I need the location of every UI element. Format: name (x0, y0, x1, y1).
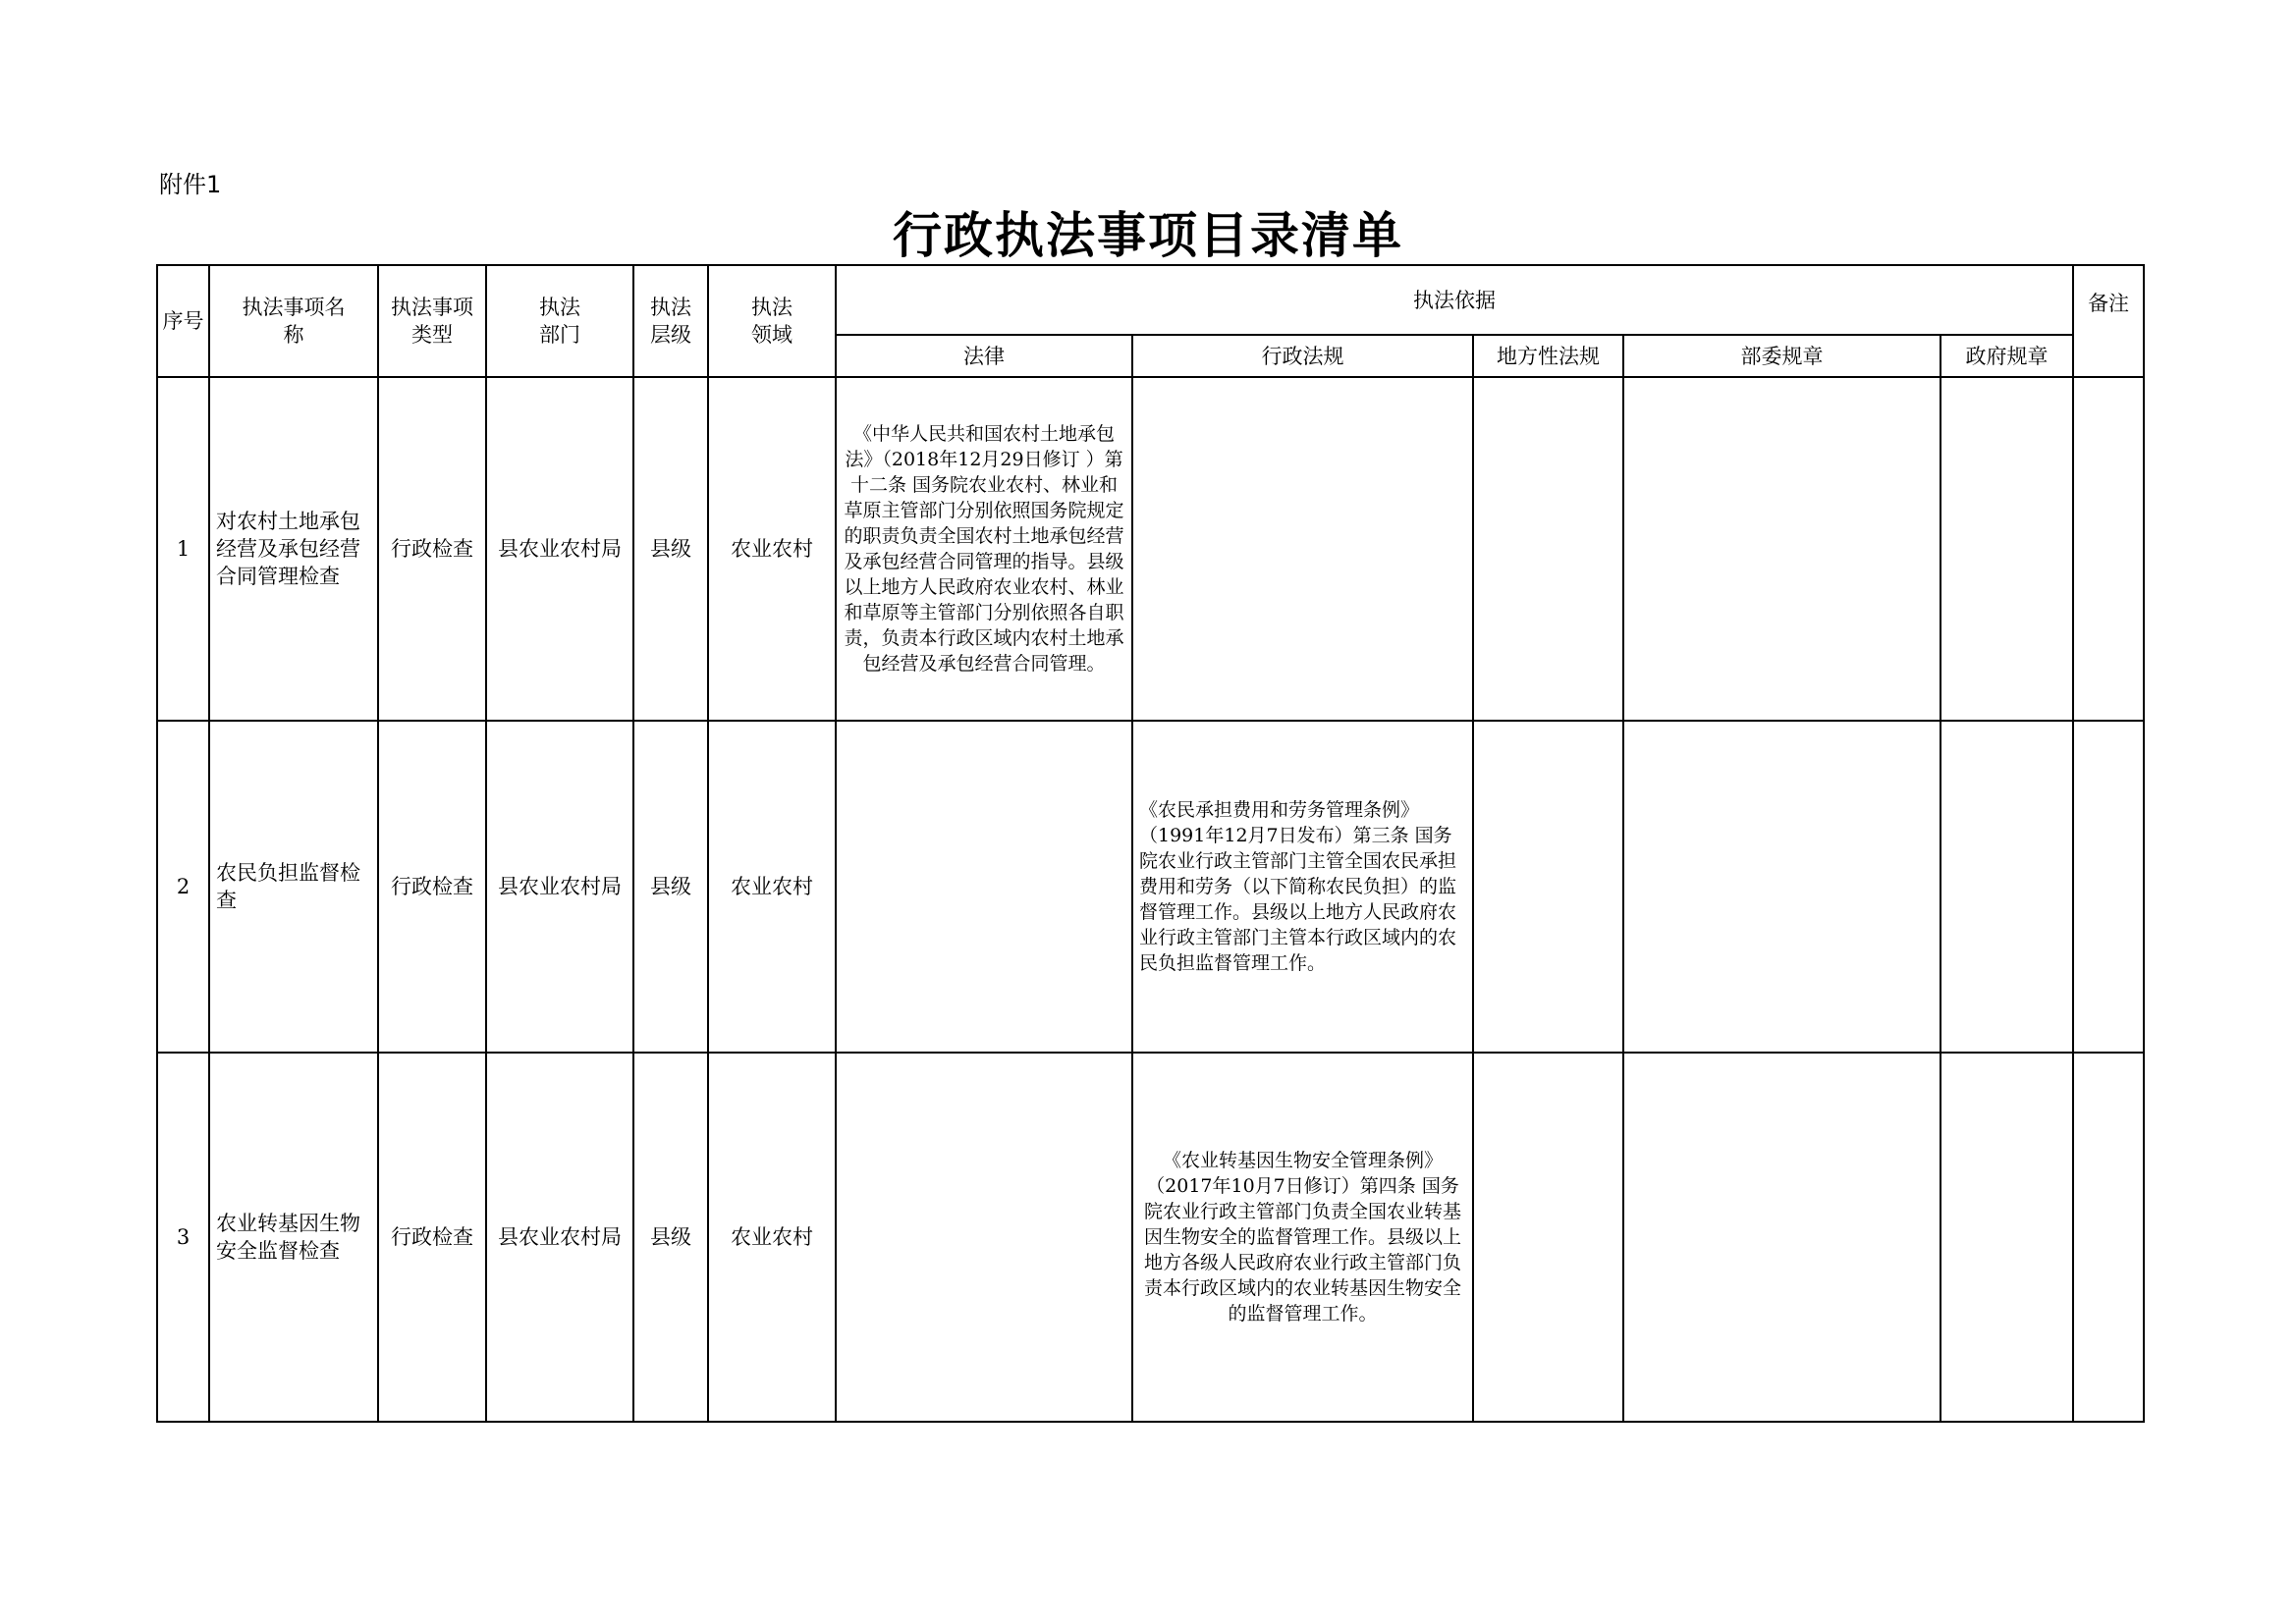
row-type: 行政检查 (378, 377, 486, 721)
table-row (157, 1053, 2144, 1422)
row-ministry-rule (1623, 721, 1941, 1053)
row-admin-regulation: 《农业转基因生物安全管理条例》（2017年10月7日修订）第四条 国务院农业行政主管部门负责全国农业转基因生物安全的监督管理工作。县级以上地方各级人民政府农业行政主管部门负责本行政区域内的农业转基因生物安全的监督管理工作。 (1132, 1053, 1473, 1422)
header-basis: 执法依据 (836, 265, 2073, 335)
header-ministry-rule: 部委规章 (1623, 335, 1941, 377)
row-law: 《中华人民共和国农村土地承包法》（2018年12月29日修订 ）第十二条 国务院农业农村、林业和草原主管部门分别依照国务院规定的职责负责全国农村土地承包经营及承包经营合同管理的指导。县级以上地方人民政府农业农村、林业和草原等主管部门分别依照各自职责，负责本行政区域内农村土地承包经营及承包经营合同管理。 (836, 377, 1132, 721)
row-dept: 县农业农村局 (486, 721, 633, 1053)
row-dept: 县农业农村局 (486, 377, 633, 721)
table-row (157, 377, 2144, 721)
row-seq: 1 (157, 377, 209, 721)
row-remarks (2073, 721, 2144, 1053)
header-local-regulation: 地方性法规 (1473, 335, 1623, 377)
header-law: 法律 (836, 335, 1132, 377)
row-local-regulation (1473, 721, 1623, 1053)
row-local-regulation (1473, 377, 1623, 721)
header-level: 执法层级 (633, 265, 708, 377)
row-seq: 3 (157, 1053, 209, 1422)
header-dept: 执法部门 (486, 265, 633, 377)
header-admin-regulation: 行政法规 (1132, 335, 1473, 377)
row-law (836, 1053, 1132, 1422)
header-name: 执法事项名称 (209, 265, 378, 377)
row-ministry-rule (1623, 377, 1941, 721)
row-field: 农业农村 (708, 721, 836, 1053)
row-gov-rule (1941, 377, 2073, 721)
header-field: 执法领域 (708, 265, 836, 377)
row-name: 对农村土地承包经营及承包经营合同管理检查 (209, 377, 378, 721)
document-title: 行政执法事项目录清单 (893, 206, 1403, 264)
row-ministry-rule (1623, 1053, 1941, 1422)
table-header (157, 265, 2144, 377)
row-level: 县级 (633, 377, 708, 721)
table-row (157, 721, 2144, 1053)
row-remarks (2073, 377, 2144, 721)
row-name: 农民负担监督检查 (209, 721, 378, 1053)
row-gov-rule (1941, 1053, 2073, 1422)
row-admin-regulation: 《农民承担费用和劳务管理条例》（1991年12月7日发布）第三条 国务院农业行政主管部门主管全国农民承担费用和劳务（以下简称农民负担）的监督管理工作。县级以上地方人民政府农业行政主管部门主管本行政区域内的农民负担监督管理工作。 (1132, 721, 1473, 1053)
row-admin-regulation (1132, 377, 1473, 721)
row-remarks (2073, 1053, 2144, 1422)
row-dept: 县农业农村局 (486, 1053, 633, 1422)
row-field: 农业农村 (708, 1053, 836, 1422)
header-remarks: 备注 (2073, 265, 2144, 377)
header-gov-rule: 政府规章 (1941, 335, 2073, 377)
row-law (836, 721, 1132, 1053)
row-level: 县级 (633, 1053, 708, 1422)
attachment-label: 附件1 (159, 171, 222, 198)
row-level: 县级 (633, 721, 708, 1053)
enforcement-catalog-table (156, 264, 2145, 1423)
row-name: 农业转基因生物安全监督检查 (209, 1053, 378, 1422)
row-gov-rule (1941, 721, 2073, 1053)
row-type: 行政检查 (378, 1053, 486, 1422)
row-seq: 2 (157, 721, 209, 1053)
row-field: 农业农村 (708, 377, 836, 721)
row-local-regulation (1473, 1053, 1623, 1422)
header-seq: 序号 (157, 265, 209, 377)
row-type: 行政检查 (378, 721, 486, 1053)
header-type: 执法事项类型 (378, 265, 486, 377)
